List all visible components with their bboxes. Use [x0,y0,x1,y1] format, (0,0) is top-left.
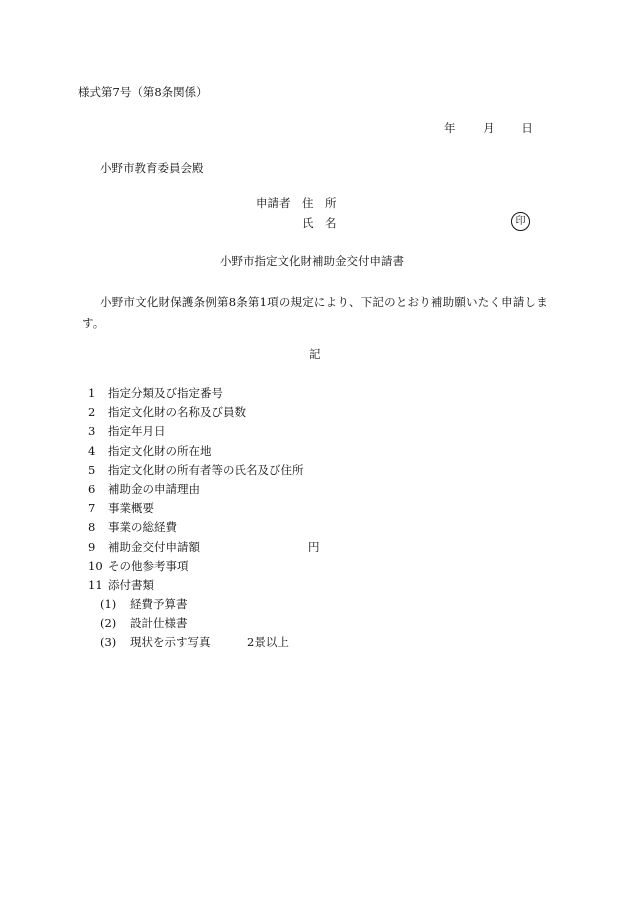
date-month: 月 [483,121,495,135]
applicant-label: 申請者 [256,196,291,210]
list-item [88,580,154,592]
attachment-number: (3) [100,635,117,649]
list-item [88,503,154,515]
item-number: 6 [88,482,96,496]
attachment-text: 設計仕様書 [130,616,188,630]
item-number: 2 [88,405,96,419]
ki-heading: 記 [309,347,321,361]
attachment-number: (1) [100,597,117,611]
item-number: 5 [88,463,96,477]
item-text: 指定年月日 [108,424,166,438]
list-item [88,484,200,496]
item-number: 3 [88,424,96,438]
attachment-text: 現状を示す写真 [130,635,211,649]
item-text: 指定文化財の所在地 [108,444,212,458]
date-year: 年 [444,121,456,135]
list-item [88,465,304,477]
item-number: 8 [88,520,96,534]
item-text: 事業概要 [108,501,154,515]
list-item [88,522,177,534]
date-day: 日 [521,121,533,135]
body-text: 小野市文化財保護条例第8条第1項の規定により、下記のとおり補助願いたく申請します。 [82,295,548,330]
document-title: 小野市指定文化財補助金交付申請書 [220,254,404,268]
item-number: 11 [88,578,103,592]
name-label: 氏 名 [302,216,337,230]
list-item [88,388,223,400]
date-line [444,123,533,135]
item-number: 1 [88,386,96,400]
item-text: 指定文化財の名称及び員数 [108,405,246,419]
list-item [88,542,200,554]
item-text: 指定文化財の所有者等の氏名及び住所 [108,463,304,477]
list-item [88,561,189,573]
list-item [88,426,166,438]
item-number: 4 [88,444,96,458]
yen-unit: 円 [308,540,320,554]
attachment-item [100,618,188,630]
item-number: 7 [88,501,96,515]
seal-mark: 印 [511,212,530,231]
item-text: 指定分類及び指定番号 [108,386,223,400]
list-item [88,407,246,419]
list-item [88,446,212,458]
item-text: 事業の総経費 [108,520,177,534]
address-label: 住 所 [302,196,337,210]
item-text: 補助金交付申請額 [108,540,200,554]
attachment-item [100,599,188,611]
item-number: 9 [88,540,96,554]
attachment-text: 経費予算書 [130,597,188,611]
addressee: 小野市教育委員会殿 [100,161,204,175]
item-text: 添付書類 [108,578,154,592]
attachment-item [100,637,211,649]
form-number: 様式第7号（第8条関係） [78,85,208,99]
item-text: 補助金の申請理由 [108,482,200,496]
photo-note: 2景以上 [247,635,289,649]
item-text: その他参考事項 [108,559,189,573]
item-number: 10 [88,559,103,573]
attachment-number: (2) [100,616,117,630]
